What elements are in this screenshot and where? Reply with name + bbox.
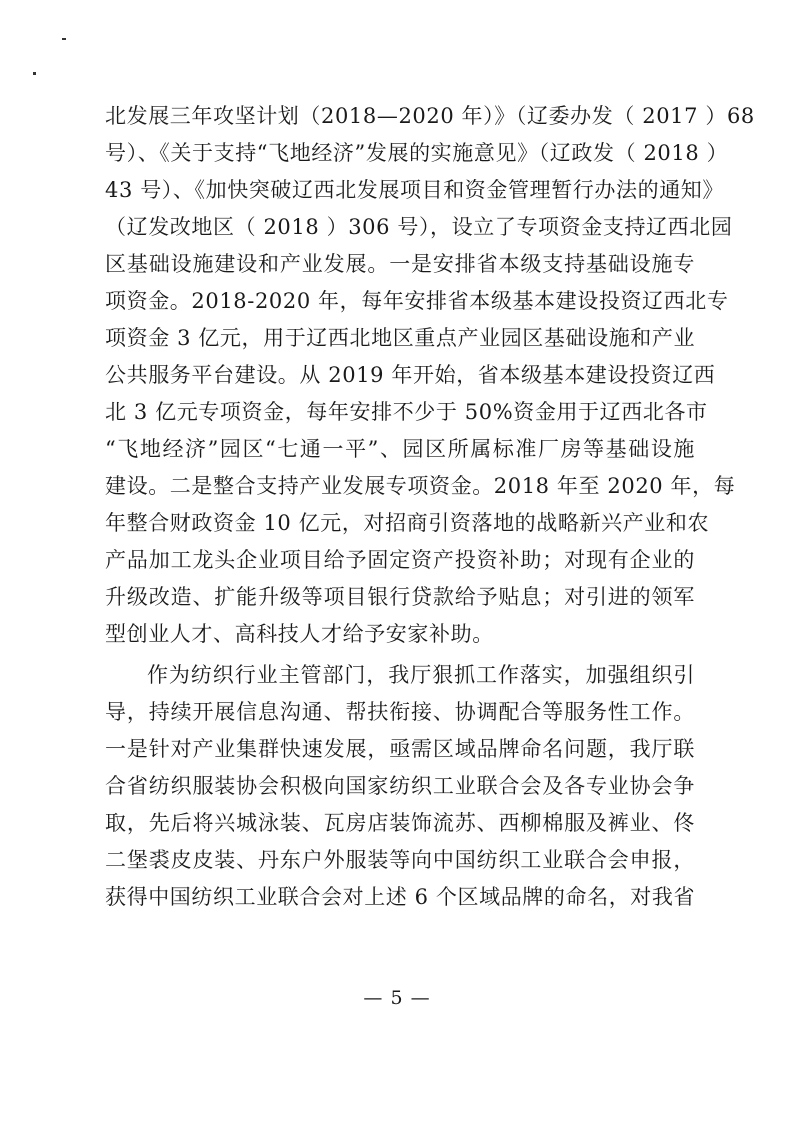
text-line: 二堡裘皮皮装、丹东户外服装等向中国纺织工业联合会申报， <box>105 848 695 872</box>
text-line: 项资金。2018-2020 年，每年安排省本级基本建设投资辽西北专 <box>105 289 729 313</box>
text-line: 合省纺织服装协会积极向国家纺织工业联合会及各专业协会争 <box>105 774 695 798</box>
text-line: 型创业人才、高科技人才给予安家补助。 <box>105 622 494 646</box>
scan-speck <box>62 38 66 40</box>
text-line: 公共服务平台建设。从 2019 年开始，省本级基本建设投资辽西 <box>105 363 716 387</box>
text-line: 北 3 亿元专项资金，每年安排不少于 50%资金用于辽西北各市 <box>105 400 708 424</box>
text-line: 取，先后将兴城泳装、瓦房店装饰流苏、西柳棉服及裤业、佟 <box>105 811 695 835</box>
text-line: 一是针对产业集群快速发展，亟需区域品牌命名问题，我厅联 <box>105 737 695 761</box>
text-line: 区基础设施建设和产业发展。一是安排省本级支持基础设施专 <box>105 252 695 276</box>
paragraph <box>105 98 755 653</box>
scan-speck <box>33 72 36 75</box>
page-number: — 5 — <box>363 987 431 1009</box>
text-line: 北发展三年攻坚计划（2018—2020 年）》（辽委办发（ 2017 ）68 <box>105 104 755 128</box>
document-body <box>105 98 755 916</box>
text-line: 43 号）、《加快突破辽西北发展项目和资金管理暂行办法的通知》 <box>105 178 724 202</box>
text-line: 号）、《关于支持“飞地经济”发展的实施意见》（辽政发（ 2018 ） <box>105 141 729 165</box>
text-line: 作为纺织行业主管部门，我厅狠抓工作落实，加强组织引 <box>147 663 695 687</box>
text-line: 建设。二是整合支持产业发展专项资金。2018 年至 2020 年，每 <box>105 474 736 498</box>
text-line: 年整合财政资金 10 亿元，对招商引资落地的战略新兴产业和农 <box>105 511 710 535</box>
paragraph <box>105 657 695 916</box>
text-line: “飞地经济”园区“七通一平”、园区所属标准厂房等基础设施 <box>105 437 695 461</box>
text-line: 产品加工龙头企业项目给予固定资产投资补助；对现有企业的 <box>105 548 695 572</box>
text-line: 升级改造、扩能升级等项目银行贷款给予贴息；对引进的领军 <box>105 585 695 609</box>
text-line: 项资金 3 亿元，用于辽西北地区重点产业园区基础设施和产业 <box>105 326 696 350</box>
text-line: （辽发改地区（ 2018 ）306 号），设立了专项资金支持辽西北园 <box>105 215 733 239</box>
text-line: 导，持续开展信息沟通、帮扶衔接、协调配合等服务性工作。 <box>105 700 695 724</box>
text-line: 获得中国纺织工业联合会对上述 6 个区域品牌的命名，对我省 <box>105 885 696 909</box>
